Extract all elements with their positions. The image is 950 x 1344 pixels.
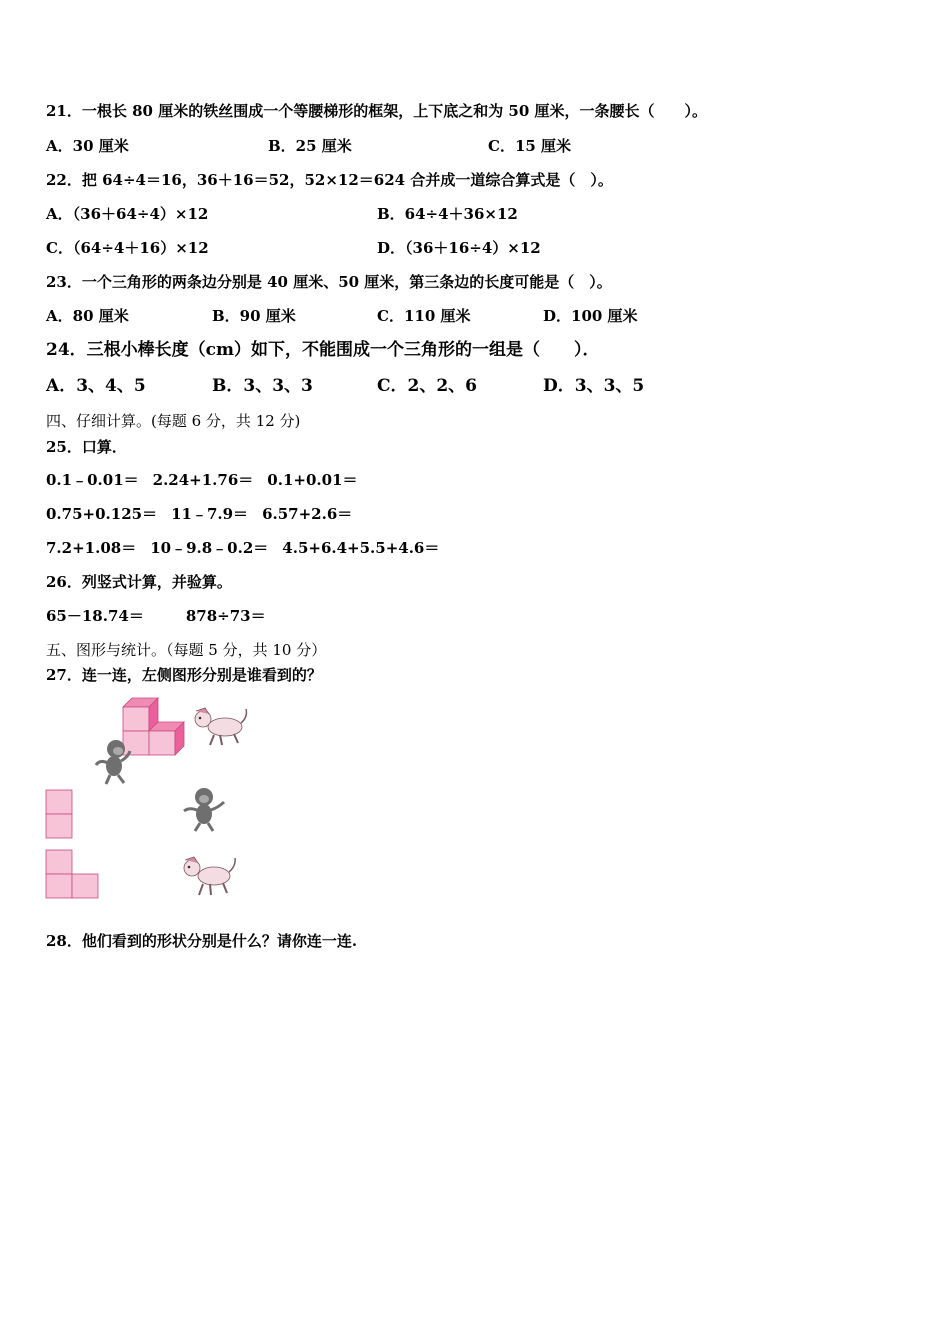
q24-option-a[interactable]: A．3、4、5 [46,376,146,396]
q26-stem: 26．列竖式计算，并验算。 [46,573,232,591]
q25-item: 0.1+0.01＝ [267,471,358,489]
q21-option-b[interactable]: B．25 厘米 [268,137,352,155]
q25-stem: 25．口算． [46,438,127,456]
q27-stem: 27．连一连，左侧图形分别是谁看到的？ [46,666,322,684]
q21-option-c[interactable]: C．15 厘米 [488,137,572,155]
q23-option-a[interactable]: A．80 厘米 [46,307,129,325]
q23-option-d[interactable]: D．100 厘米 [543,307,638,325]
dog-icon[interactable] [180,854,242,900]
q25-row-1 [46,470,357,490]
q25-item: 11﹣7.9＝ [171,505,249,523]
q25-item: 0.1﹣0.01＝ [46,471,139,489]
section-5-heading: 五、图形与统计。（每题 5 分，共 10 分） [46,641,327,659]
q25-item: 2.24+1.76＝ [152,471,254,489]
q25-row-2 [46,504,352,524]
q21-stem: 21．一根长 80 厘米的铁丝围成一个等腰梯形的框架，上下底之和为 50 厘米，一条腰长（ ）。 [46,102,708,120]
q25-item: 4.5+6.4+5.5+4.6＝ [282,539,440,557]
q24-option-c[interactable]: C．2、2、6 [377,376,478,396]
q26-item: 878÷73＝ [185,607,266,625]
q26-item: 65－18.74＝ [46,607,144,625]
dog-icon [195,708,246,745]
q25-row-3 [46,538,439,558]
view-shape-l[interactable] [45,849,101,901]
q24-stem: 24．三根小棒长度（cm）如下，不能围成一个三角形的一组是（ ）． [46,340,600,360]
q24-option-b[interactable]: B．3、3、3 [212,376,313,396]
monkey-icon[interactable] [180,785,228,833]
q28-stem: 28．他们看到的形状分别是什么？请你连一连. [46,932,358,950]
q22-option-d[interactable]: D．（36＋16÷4）×12 [377,239,541,257]
section-4-heading: 四、仔细计算。(每题 6 分，共 12 分) [46,412,301,430]
q26-items [46,606,266,626]
q27-scene-figure [90,693,260,788]
q21-option-a[interactable]: A．30 厘米 [46,137,129,155]
q22-option-c[interactable]: C．（64÷4＋16）×12 [46,239,209,257]
q23-option-b[interactable]: B．90 厘米 [212,307,296,325]
q22-option-b[interactable]: B．64÷4＋36×12 [377,205,518,223]
q25-item: 10﹣9.8﹣0.2＝ [150,539,269,557]
q22-stem: 22．把 64÷4＝16，36＋16＝52，52×12＝624 合并成一道综合算式是（ ）。 [46,171,613,189]
q24-option-d[interactable]: D．3、3、5 [543,376,645,396]
q23-option-c[interactable]: C．110 厘米 [377,307,471,325]
cube-stack-icon [123,698,184,755]
q22-option-a[interactable]: A．（36＋64÷4）×12 [46,205,209,223]
view-shape-vertical[interactable] [45,789,75,841]
q23-stem: 23．一个三角形的两条边分别是 40 厘米、50 厘米，第三条边的长度可能是（ ）。 [46,273,612,291]
q25-item: 7.2+1.08＝ [46,539,137,557]
q25-item: 6.57+2.6＝ [262,505,353,523]
q25-item: 0.75+0.125＝ [46,505,158,523]
